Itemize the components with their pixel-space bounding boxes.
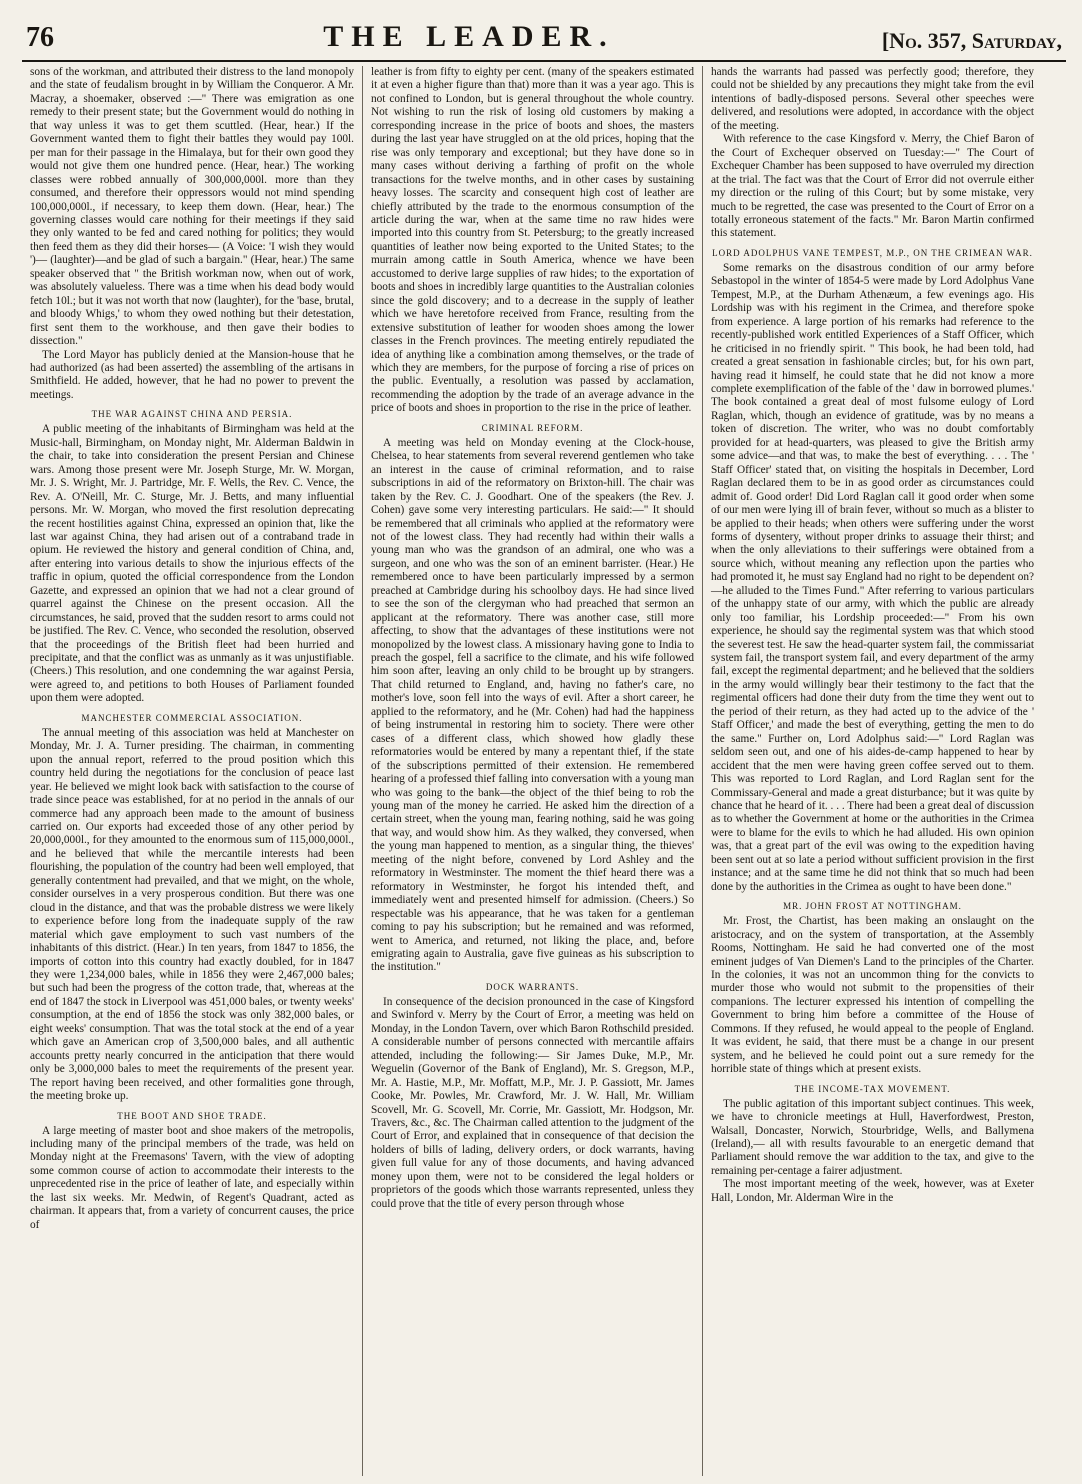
paragraph: leather is from fifty to eighty per cent. (many of the speakers estimated it at even a higher figure than that) more than it was a year ago. This is not confined to London, but is general throughout the whole country. Not wishing to run the risk of losing old customers by making a corresponding increase in the price of boots and shoes, the masters during the last year have struggled on at the old prices, hoping that the rise was only temporary and exceptional; but they have done so in many cases without deriving a farthing of profit on the whole transactions for the twelve months, and in other cases by sustaining heavy losses. The scarcity and consequent high cost of leather are chiefly attributed by the trade to the enormous consumption of the article during the war, when at the same time no raw hides were imported into this country from St. Petersburg; to the greatly increased quantities of leather now being exported to the United States; to the murrain among cattle in South America, whence we have been accustomed to derive large supplies of raw hides; to the exportation of boots and shoes in incredibly large quantities to the Australian colonies since the gold discovery; and to a decrease in the supply of leather which we have heretofore received from France, resulting from the extensive substitution of leather for wooden shoes among the lower classes in the French provinces. The meeting entirely repudiated the idea of anything like a combination among themselves, or the trade of which they are members, for the purpose of forcing a rise of prices on the public. Eventually, a resolution was passed by acclamation, recommending the adoption by the trade of an average advance in the price of boots and shoes in proportion to the rise in the price of leather. [371, 66, 694, 415]
paragraph: The most important meeting of the week, however, was at Exeter Hall, London, Mr. Alderman Wire in the [711, 1178, 1034, 1204]
section-heading: THE INCOME-TAX MOVEMENT. [794, 1083, 951, 1094]
paragraph: With reference to the case Kingsford v. Merry, the Chief Baron of the Court of Exchequer observed on Tuesday:—" The Court of Exchequer Chamber has been supposed to have overruled my direction at the trial. The fact was that the Court of Error did not overrule either my direction or the ruling of this Court; but by some mistake, very much to be regretted, the case was presented to the Court of Error on a totally erroneous statement of the facts." Mr. Baron Martin confirmed this statement. [711, 133, 1034, 240]
column-3 [702, 66, 1042, 1476]
paragraph: A large meeting of master boot and shoe makers of the metropolis, including many of the principal members of the trade, was held on Monday night at the Freemasons' Tavern, with the view of adopting some common course of action to accommodate their interests to the unprecedented rise in the price of leather of late, and especially within the last six weeks. Mr. Medwin, of Regent's Quadrant, acted as chairman. It appears that, from a variety of concurrent causes, the price of [30, 1124, 354, 1231]
paragraph: In consequence of the decision pronounced in the case of Kingsford and Swinford v. Merry by the Court of Error, a meeting was held on Monday, in the London Tavern, over which Baron Rothschild presided. A considerable number of persons connected with mercantile affairs attended, including the following:— Sir James Duke, M.P., Mr. Weguelin (Governor of the Bank of England), Mr. S. Gregson, M.P., Mr. A. Hastie, M.P., Mr. Moffatt, M.P., Mr. J. P. Gassiott, Mr. James Cooke, Mr. Powles, Mr. Crawford, Mr. J. W. Hall, Mr. William Scovell, Mr. G. Scovell, Mr. Corrie, Mr. Gassiott, Mr. Hodgson, Mr. Travers, &c., &c. The Chairman called attention to the judgment of the Court of Error, and explained that in consequence of that decision the holders of bills of lading, delivery orders, or dock warrants, having given full value for any of those documents, and having advanced money upon them, were not to be considered the legal holders or proprietors of the goods which those warrants represented, unless they could prove that the title of every person through whose [371, 995, 694, 1210]
paragraph: The public agitation of this important subject continues. This week, we have to chronicle meetings at Hull, Haverfordwest, Preston, Walsall, Doncaster, Norwich, Stourbridge, Wells, and Ballymena (Ireland),— all with results favourable to an energetic demand that Parliament should remove the war addition to the tax, and give to the remaining per-centage a fairer adjustment. [711, 1097, 1034, 1177]
section-heading: THE BOOT AND SHOE TRADE. [117, 1110, 267, 1121]
page-number: 76 [26, 22, 54, 53]
paragraph: sons of the workman, and attributed their distress to the land monopoly and the state of feudalism brought in by William the Conqueror. A Mr. Macray, a shoemaker, observed :—" There was emigration as one remedy to their present state; but the Government would do nothing in that way unless it was to get them scuttled. (Hear, hear.) If the Government wanted them to fight their battles they would pay 100l. per man for their passage in the Himalaya, but for their own good they would not give them one hundred pence. (Hear, hear.) The working classes were robbed annually of 300,000,000l. more than they consumed, and therefore their oppressors would not mind spending 100,000,000l., if necessary, to keep them down. (Hear, hear.) The governing classes would care nothing for their meetings if they said they only wanted to be fed and cared nothing for politics; they would then feed them as they did their horses— (A Voice: 'I wish they would ')— (laughter)—and be glad of such a bargain." (Hear, hear.) The same speaker observed that " the British workman now, when out of work, was absolutely valueless. There was a time when his dead body would fetch 10l.; but it was not worth that now (laughter), for the 'base, brutal, and bloody Whigs,' to whom they owed nothing but their detestation, first sent them to the workhouse, and then gave their bodies to dissection." [30, 66, 354, 348]
section-heading: MR. JOHN FROST AT NOTTINGHAM. [783, 901, 962, 912]
section-heading: MANCHESTER COMMERCIAL ASSOCIATION. [81, 712, 303, 723]
section-heading: CRIMINAL REFORM. [481, 422, 584, 433]
section-heading: DOCK WARRANTS. [485, 981, 580, 992]
newspaper-title: THE LEADER. [323, 20, 615, 53]
paragraph: The annual meeting of this association was held at Manchester on Monday, Mr. J. A. Turner presiding. The chairman, in commenting upon the annual report, referred to the proud position which this country held during the negotiations for the conclusion of peace last year. He believed we might look back with satisfaction to the course of trade since peace was established, for at no period in the annals of our commerce had any approach been made to the amount of business carried on. Our exports had exceeded those of any other period by 20,000,000l., for they amounted to the enormous sum of 115,000,000l., and he believed that while the mercantile interests had been flourishing, the population of the country had been well employed, that generally contentment had prevailed, and that we might, on the whole, consider ourselves in a very prosperous condition. But there was one cloud in the distance, and that was the probable distress we were likely to experience before long from the inadequate supply of the raw material which gave employment to such vast numbers of the inhabitants of this district. (Hear.) In ten years, from 1847 to 1856, the imports of cotton into this country had exactly doubled, for in 1847 they were 1,234,000 bales, while in 1856 they were 2,467,000 bales; but such had been the progress of the cotton trade, that, whereas at the end of 1847 the stock in Liverpool was 451,000 bales, or twenty weeks' consumption, at the end of 1856 the stock was only 382,000 bales, or eight weeks' consumption. That was the total stock at the end of a year which gave an American crop of 3,500,000 bales, and all authentic accounts pretty nearly concurred in the anticipation that there would only be 3,000,000 bales to meet the requirements of the present year. The report having been received, and other formalities gone through, the meeting broke up. [30, 726, 354, 1103]
column-1 [22, 66, 362, 1476]
paragraph: hands the warrants had passed was perfectly good; therefore, they could not be shielded by any precautions they might take from the evil intentions of badly-disposed persons. Several other speeches were delivered, and resolutions were adopted, in accordance with the object of the meeting. [711, 66, 1034, 132]
issue-info: [No. 357, Saturday, [881, 28, 1062, 53]
paragraph: A public meeting of the inhabitants of Birmingham was held at the Music-hall, Birmingham, on Monday night, Mr. Alderman Baldwin in the chair, to take into consideration the present Persian and Chinese wars. Among those present were Mr. Joseph Sturge, Mr. W. Morgan, Mr. J. S. Wright, Mr. J. Partridge, Mr. F. Wells, the Rev. C. Vence, the Rev. A. O'Neill, Mr. C. Sturge, Mr. J. Betts, and many influential persons. Mr. W. Morgan, who moved the first resolution deprecating the recent hostilities against China, expressed an opinion that, like the last war against China, they had arisen out of a contraband trade in opium. He reviewed the history and general condition of China, and, after entering into various details to show the injurious effects of the traffic in opium, quoted the official correspondence from the London Gazette, and expressed an opinion that we had not a clear ground of quarrel against the Chinese on the present occasion. All the circumstances, he said, proved that the sudden resort to arms could not be justified. The Rev. C. Vence, who seconded the resolution, observed that the proceedings of the British fleet had been hurried and precipitate, and that the conflict was as unmanly as it was unjustifiable. (Cheers.) This resolution, and one condemning the war against Persia, were agreed to, and petitions to both Houses of Parliament founded upon them were adopted. [30, 423, 354, 705]
paragraph: The Lord Mayor has publicly denied at the Mansion-house that he had authorized (as had been asserted) the assembling of the artisans in Smithfield. He added, however, that he had no power to prevent the meetings. [30, 348, 354, 401]
section-heading: LORD ADOLPHUS VANE TEMPEST, M.P., ON THE CRIMEAN WAR. [712, 247, 1033, 258]
column-2 [362, 66, 702, 1476]
masthead [22, 10, 1066, 62]
paragraph: A meeting was held on Monday evening at the Clock-house, Chelsea, to hear statements from several reverend gentlemen who take an interest in the cause of criminal reformation, and to raise subscriptions in aid of the reformatory on Brixton-hill. The chair was taken by the Rev. C. J. Goodhart. One of the speakers (the Rev. J. Cohen) gave some very interesting particulars. He said:—" It should be remembered that all criminals who applied at the reformatory were not of the lowest class. They had recently had within their walls a young man who was the grandson of an admiral, one who was a surgeon, and one who was the son of an eminent barrister. (Hear.) He remembered once to have been particularly impressed by a sermon preached at Cambridge during his schoolboy days. He had since lived to see the son of the clergyman who had preached that sermon an applicant at the reformatory. There was another case, still more affecting, to show that the advantages of these institutions were not monopolized by the lowest class. A missionary having gone to India to preach the gospel, fell a sacrifice to the climate, and his wife followed him soon after, leaving an only child to be brought up by strangers. That child returned to England, and, having no father's care, no mother's love, soon fell into the ways of evil. After a short career, he applied to the reformatory, and he (Mr. Cohen) had had the happiness of being instrumental in restoring him to society. There were other cases of a different class, which showed how gladly these reformatories would be entered by many a repentant thief, if the state of the subscriptions permitted of their extension. He remembered hearing of a professed thief falling into conversation with a young man who was going to the bank—the object of the thief being to rob the young man of the money he carried. He asked him the direction of a certain street, when the young man, fearing nothing, said he was going that way, and would show him. As they walked, they conversed, when the young man happened to mention, as a singular thing, the thieves' meeting of the night before, convened by Lord Ashley and the reformatory in Westminster. The moment the thief heard there was a reformatory in Westminster, he forgot his intended theft, and immediately went and presented himself for admission. (Cheers.) So respectable was his appearance, that he was taken for a gentleman coming to pay his subscription; but he remained and was reformed, went to America, and returned, not liking the place, and, before emigrating again to Australia, gave five guineas as his subscription to the institution." [371, 436, 694, 974]
paragraph: Mr. Frost, the Chartist, has been making an onslaught on the aristocracy, and on the system of transportation, at the Assembly Rooms, Nottingham. He said he had converted one of the most eminent judges of Van Diemen's Land to the principles of the Charter. In the colonies, it was not an uncommon thing for the convicts to murder those who would not submit to the propensities of their companions. The lecturer expressed his intention of compelling the Government to bring him before a committee of the House of Commons. If they refused, he would appeal to the people of England. It was evident, he said, that there must be a change in our present system, and he believed he could point out a sure remedy for the horrible state of things which at present exists. [711, 915, 1034, 1076]
section-heading: THE WAR AGAINST CHINA AND PERSIA. [91, 409, 293, 420]
paragraph: Some remarks on the disastrous condition of our army before Sebastopol in the winter of 1854-5 were made by Lord Adolphus Vane Tempest, M.P., at the Durham Athenæum, a few evenings ago. His Lordship was with his regiment in the Crimea, and therefore spoke from experience. A large portion of his remarks had reference to the recently-published work entitled Experiences of a Staff Officer, which he criticised in no friendly spirit. " This book, he had been told, had created a great sensation in fashionable circles; but, for his own part, having read it himself, he could state that he did not know a more complete exemplification of the fable of the ' daw in borrowed plumes.' The book contained a great deal of most fulsome eulogy of Lord Raglan, which, though an evidence of gratitude, was by no means a token of discretion. The writer, who was no doubt comfortably provided for at head-quarters, was pleased to give the British army some advice—and that was, to make the best of everything. . . . The ' Staff Officer' stated that, on visiting the hospitals in December, Lord Raglan declared them to be in as good order as circumstances could admit of. Good order! Did Lord Raglan call it good order when some of our men were lying ill of brain fever, without so much as a blister to be applied to their heads; when others were suffering under the worst forms of dysentery, without proper drinks to assuage their thirst; and when the only alleviations to their sufferings were obtained from a source which, without meaning any reflection upon the parties who had promoted it, he must say England had no right to be dependent on?—he alluded to the Times Fund." After referring to various particulars of the unhappy state of our army, with which the public are already only too familiar, his Lordship proceeded:—" From his own experience, he should say the regimental system was that which stood the severest test. He saw the head-quarter system fail, the commissariat system fail, the transport system fail, and every department of the army fail, except the regimental department; and he believed that the soldiers in the army would willingly bear their testimony to the fact that the regimental officers had done their duty from the time they went out to the period of their return, as they had acted up to the advice of the ' Staff Officer,' and made the best of everything, getting the men to do the same." Further on, Lord Adolphus said:—" Lord Raglan was seldom seen out, and one of his aides-de-camp happened to hear by accident that the men were having green coffee served out to them. This was reported to Lord Raglan, and Lord Raglan sent for the Commissary-General and made a great disturbance; but it was quite by chance that he heard of it. . . . There had been a great deal of discussion as to whether the Government at home or the authorities in the Crimea were to blame for the evils to which he had alluded. His own opinion was, that a great part of the evil was owing to the expedition having been sent out at so late a period without sufficient provision in the first instance; and at the same time he did not think that so much had been done by the authorities in the Crimea as ought to have been done." [711, 261, 1034, 893]
text-columns [22, 66, 1066, 1476]
